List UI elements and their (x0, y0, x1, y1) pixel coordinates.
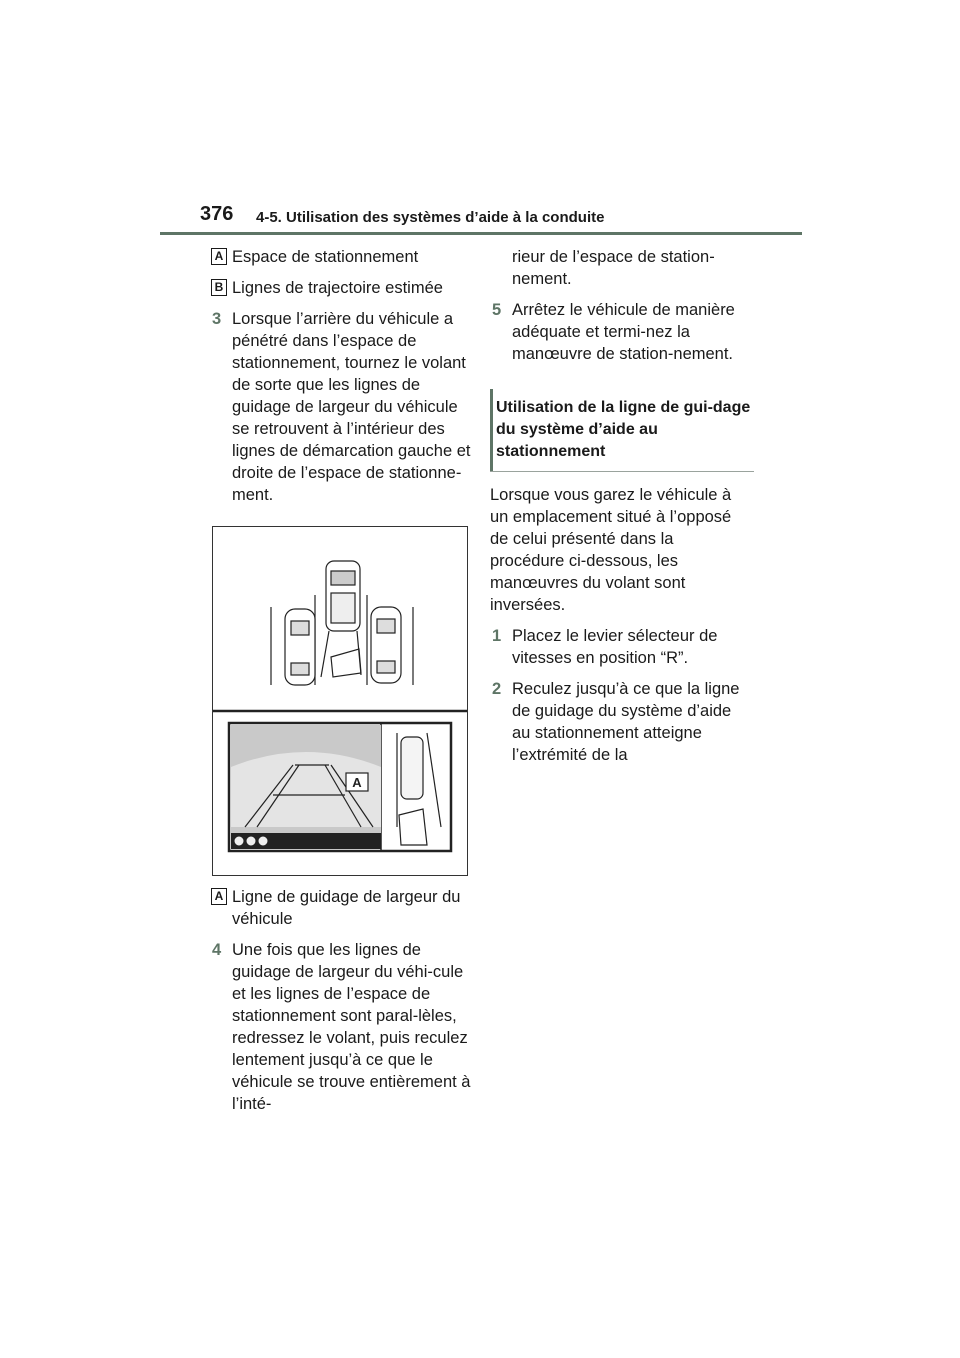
step-2 (490, 678, 752, 766)
callout-badge-a: A (211, 248, 227, 265)
legend-item-a (210, 246, 472, 268)
page-number: 376 (200, 203, 234, 225)
step-number: 5 (492, 301, 502, 319)
step-4-continuation: rieur de l’espace de station-nement. (512, 248, 715, 288)
legend-text: Ligne de guidage de largeur du véhicule (232, 888, 461, 928)
step-number: 4 (212, 941, 222, 959)
step-text: Une fois que les lignes de guidage de largeur du véhi-cule et les lignes de l’espace de stationnement sont paral-lèles, redressez le volant, puis reculez lentement jusqu’à ce que le véhicule se trouve entièrement à l’inté- (232, 941, 471, 1113)
step-text: Lorsque l’arrière du véhicule a pénétré dans l’espace de stationnement, tournez le volant de sorte que les lignes de guidage de largeur du véhicule se retrouvent à l’intérieur des lignes de démarcation gauche et droite de l’espace de stationne-ment. (232, 310, 471, 504)
callout-badge-a2: A (211, 888, 227, 905)
section-title: 4-5. Utilisation des systèmes d’aide à la conduite (256, 209, 605, 226)
right-column (490, 246, 752, 775)
step-number: 2 (492, 680, 502, 698)
legend-text: Lignes de trajectoire estimée (232, 279, 443, 297)
legend-item-b (210, 277, 472, 299)
step-text: Placez le levier sélecteur de vitesses en position “R”. (512, 627, 718, 667)
step-4 (210, 939, 472, 1115)
step-text: Arrêtez le véhicule de manière adéquate et termi-nez la manœuvre de station-nement. (512, 301, 735, 363)
header-rule (160, 232, 802, 235)
step-1 (490, 625, 752, 669)
legend-text: Espace de stationnement (232, 248, 419, 266)
step-3 (210, 308, 472, 506)
left-column (210, 246, 472, 1124)
parking-illustration (212, 526, 468, 876)
callout-badge-b: B (211, 279, 227, 296)
parking-diagram-svg (213, 527, 467, 875)
step-text: Reculez jusqu’à ce que la ligne de guidage du système d’aide au stationnement atteigne l’extrémité de la (512, 680, 740, 764)
step-number: 3 (212, 310, 222, 328)
subsection-heading: Utilisation de la ligne de gui-dage du système d’aide au stationnement (490, 389, 754, 472)
figure-label-a: A (352, 775, 362, 790)
step-number: 1 (492, 627, 502, 645)
legend-item-a2 (210, 886, 472, 930)
step-5 (490, 299, 752, 365)
intro-paragraph: Lorsque vous garez le véhicule à un emplacement situé à l’opposé de celui présenté dans la procédure ci-dessous, les manœuvres du volant sont inversées. (490, 486, 732, 614)
